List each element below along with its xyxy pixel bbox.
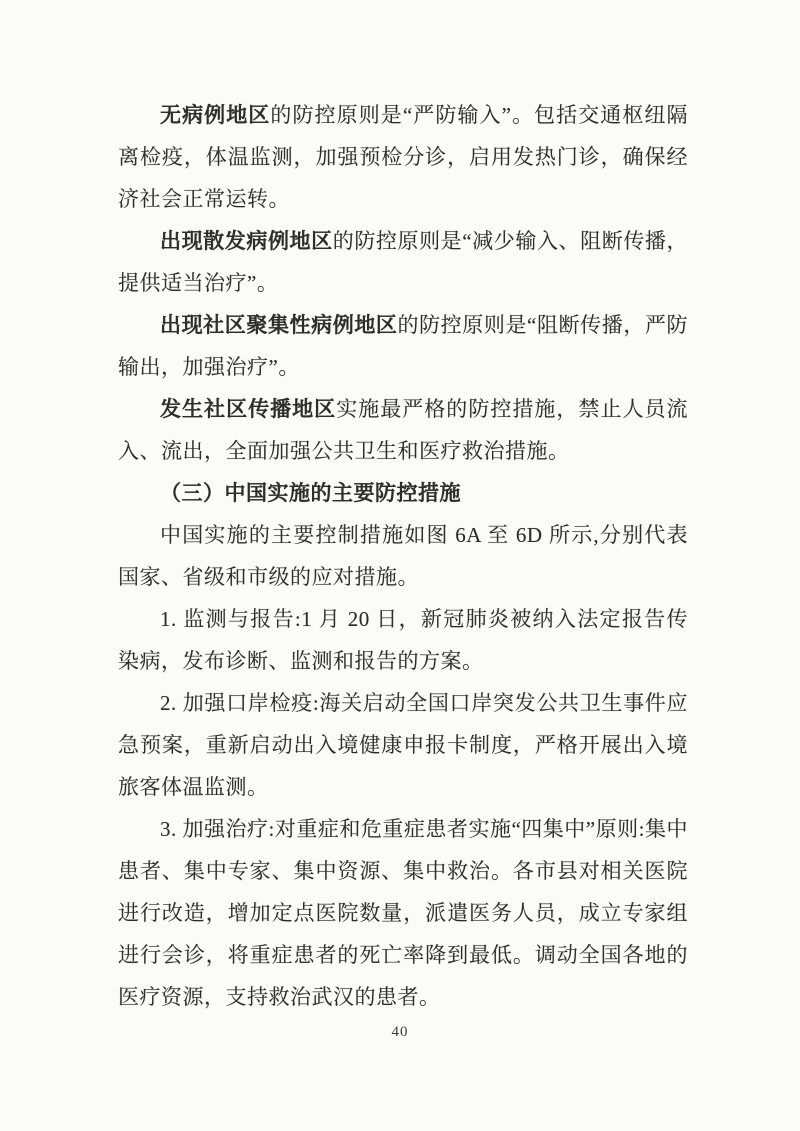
paragraph-measure-1-monitoring-reporting: [118, 598, 688, 682]
paragraph-sporadic-case-areas: [118, 220, 688, 304]
paragraph-text: 3. 加强治疗:对重症和危重症患者实施“四集中”原则:集中患者、集中专家、集中资源、集中救治。各市县对相关医院进行改造，增加定点医院数量，派遣医务人员，成立专家组进行会诊，将重症患者的死亡率降到最低。调动全国各地的医疗资源，支持救治武汉的患者。: [118, 817, 688, 1009]
paragraph-lead-community-transmission-areas: 发生社区传播地区: [160, 397, 337, 421]
paragraph-no-case-areas: [118, 94, 688, 220]
document-body: [118, 94, 688, 1018]
paragraph-lead-community-cluster-areas: 出现社区聚集性病例地区: [160, 313, 398, 337]
section-heading-main-control-measures: （三）中国实施的主要防控措施: [160, 481, 461, 505]
paragraph-text: 2. 加强口岸检疫:海关启动全国口岸突发公共卫生事件应急预案，重新启动出入境健康申报卡制度，严格开展出入境旅客体温监测。: [118, 691, 688, 799]
paragraph-measure-2-port-quarantine: [118, 682, 688, 808]
paragraph-community-transmission-areas: [118, 388, 688, 472]
page-number: 40: [391, 1024, 409, 1040]
paragraph-community-cluster-areas: [118, 304, 688, 388]
paragraph-text: 中国实施的主要控制措施如图 6A 至 6D 所示,分别代表国家、省级和市级的应对措施。: [118, 523, 688, 589]
paragraph-text: 实施最严格的防控措施，禁止人员流入、流出，全面加强公共卫生和医疗救治措施。: [118, 397, 689, 463]
paragraph-lead-no-case-areas: 无病例地区: [160, 103, 271, 127]
paragraph-measure-3-strengthen-treatment: [118, 808, 688, 1018]
paragraph-lead-sporadic-case-areas: 出现散发病例地区: [160, 229, 333, 253]
paragraph-text: 的防控原则是“阻断传播，严防输出，加强治疗”。: [118, 313, 688, 379]
paragraph-measures-overview: [118, 514, 688, 598]
paragraph-text: 的防控原则是“减少输入、阻断传播，提供适当治疗”。: [118, 229, 689, 295]
paragraph-text: 1. 监测与报告:1 月 20 日，新冠肺炎被纳入法定报告传染病，发布诊断、监测和报告的方案。: [118, 607, 688, 673]
paragraph-text: 的防控原则是“严防输入”。包括交通枢纽隔离检疫，体温监测，加强预检分诊，启用发热门诊，确保经济社会正常运转。: [118, 103, 689, 211]
